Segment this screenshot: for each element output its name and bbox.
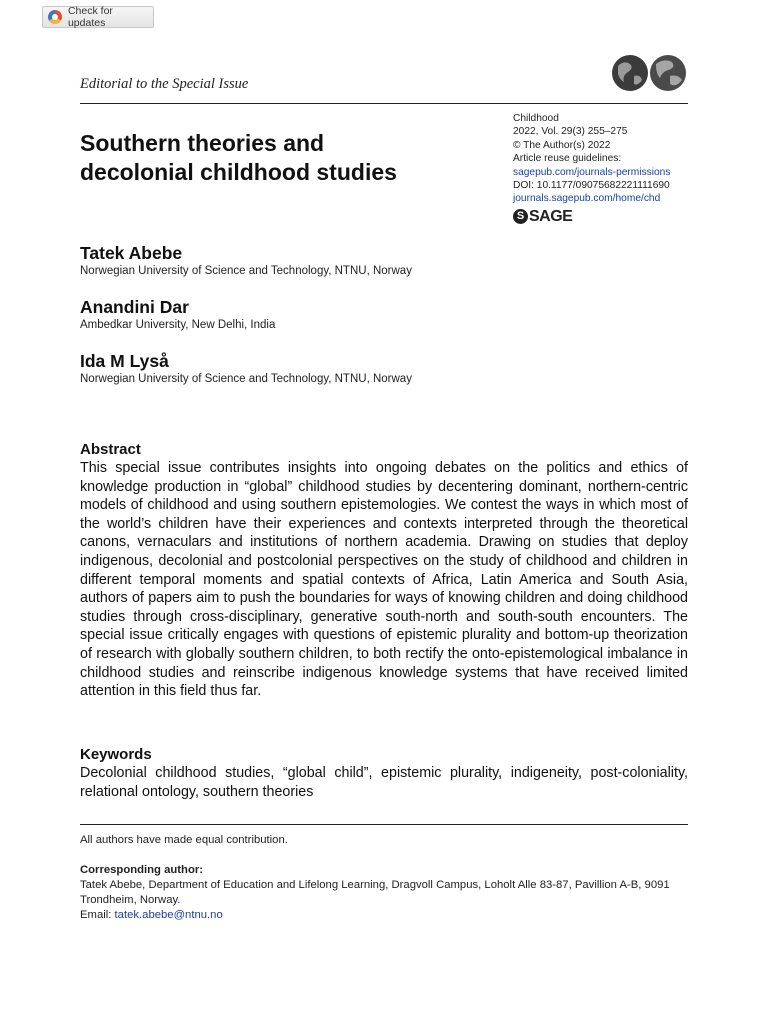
keywords-section bbox=[80, 746, 688, 801]
corresponding-address: Tatek Abebe, Department of Education and Lifelong Learning, Dragvoll Campus, Loholt Alle 83-87, Pavillion A-B, 9091 Trondheim, Norway. bbox=[80, 879, 670, 906]
author-block bbox=[80, 351, 412, 386]
corresponding-label: Corresponding author: bbox=[80, 864, 204, 876]
abstract-text: This special issue contributes insights into ongoing debates on the politics and ethics of knowledge production in “global” childhood studies by decentering dominant, northern-centric models of childhood and using southern epistemologies. We contest the ways in which most of the world’s children have their experiences and contexts interpreted through the theoretical canons, vernaculars and institutions of northern academia. Drawing on studies that deploy indigenous, decolonial and postcolonial perspectives on the study of childhood and children in different temporal moments and spatial contexts of Africa, Latin America and South Asia, authors of papers aim to push the boundaries for ways of knowing children and doing childhood studies through cross-disciplinary, generative south-north and south-south encounters. The special issue critically engages with questions of epistemic plurality and bottom-up theorization of research with globally southern children, to both rectify the onto-epistemological imbalance in childhood studies and reinscribe indigenous knowledge systems that have received limited attention in this field thus far. bbox=[80, 460, 688, 700]
sage-logo bbox=[513, 209, 693, 224]
title-line-2: decolonial childhood studies bbox=[80, 159, 397, 185]
corresponding-email-line bbox=[80, 908, 688, 923]
author-affiliation: Ambedkar University, New Delhi, India bbox=[80, 319, 276, 331]
title-line-1: Southern theories and bbox=[80, 130, 325, 156]
author-affiliation: Norwegian University of Science and Technology, NTNU, Norway bbox=[80, 373, 412, 385]
article-title bbox=[80, 129, 480, 187]
author-name: Tatek Abebe bbox=[80, 243, 183, 263]
check-for-updates-label: Check for updates bbox=[67, 5, 113, 29]
keywords-heading: Keywords bbox=[80, 746, 152, 763]
author-affiliation: Norwegian University of Science and Technology, NTNU, Norway bbox=[80, 265, 412, 277]
author-block bbox=[80, 243, 412, 278]
section-label: Editorial to the Special Issue bbox=[80, 76, 249, 92]
check-for-updates-button[interactable] bbox=[42, 6, 154, 28]
email-label: Email: bbox=[80, 909, 112, 921]
journal-link[interactable]: journals.sagepub.com/home/chd bbox=[513, 193, 661, 205]
abstract-section bbox=[80, 441, 688, 701]
contribution-note: All authors have made equal contribution. bbox=[80, 834, 288, 846]
doi: DOI: 10.1177/09075682221111690 bbox=[513, 180, 670, 192]
footer-divider bbox=[80, 824, 688, 825]
abstract-heading: Abstract bbox=[80, 441, 141, 458]
journal-volume: 2022, Vol. 29(3) 255–275 bbox=[513, 126, 628, 138]
reuse-link[interactable]: sagepub.com/journals-permissions bbox=[513, 166, 671, 178]
reuse-guidelines: Article reuse guidelines: bbox=[513, 153, 622, 165]
author-name: Ida M Lyså bbox=[80, 351, 169, 371]
keywords-text: Decolonial childhood studies, “global child”, epistemic plurality, indigeneity, post-coloniality, relational ontology, southern theories bbox=[80, 765, 688, 800]
copyright: © The Author(s) 2022 bbox=[513, 139, 611, 151]
corresponding-author bbox=[80, 863, 688, 923]
author-name: Anandini Dar bbox=[80, 297, 189, 317]
header-divider bbox=[80, 103, 688, 104]
crossmark-icon bbox=[48, 10, 62, 24]
journal-meta bbox=[513, 112, 693, 224]
author-block bbox=[80, 297, 275, 332]
globe-icon bbox=[610, 52, 690, 94]
journal-name: Childhood bbox=[513, 113, 559, 124]
sage-wordmark: SAGE bbox=[529, 207, 573, 225]
email-link[interactable]: tatek.abebe@ntnu.no bbox=[114, 909, 223, 921]
sage-mark-icon: S bbox=[513, 209, 528, 224]
